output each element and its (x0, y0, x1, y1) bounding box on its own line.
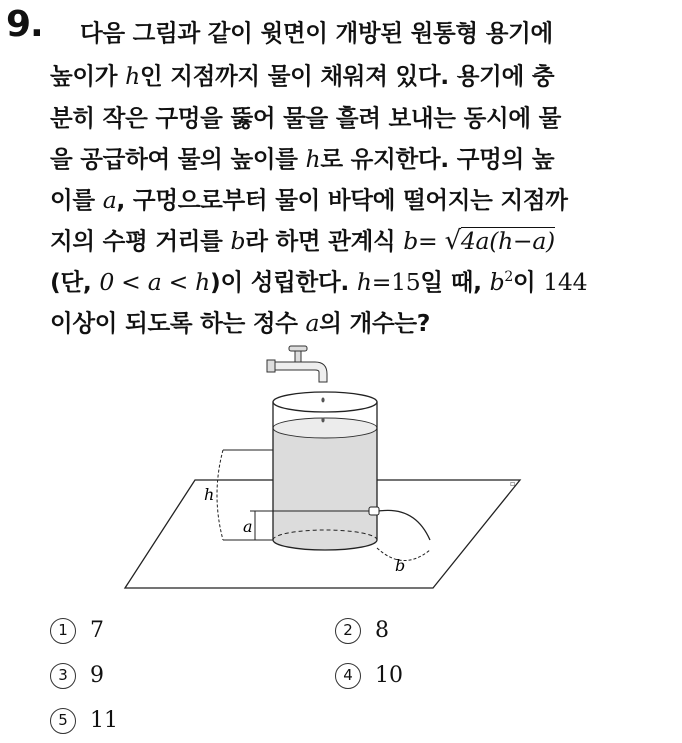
choice-1[interactable] (50, 618, 104, 644)
text: 이 (512, 268, 544, 296)
text: 인 지점까지 물이 채워져 있다. 용기에 충 (139, 62, 555, 90)
question-line-2 (50, 57, 554, 91)
choice-marker: 2 (335, 618, 361, 644)
label-a: a (243, 517, 253, 536)
choice-4[interactable] (335, 663, 403, 689)
choice-text: 8 (375, 618, 389, 643)
cylinder-top-rim (273, 392, 377, 412)
text: 지의 수평 거리를 (50, 227, 231, 255)
text: 높이가 (50, 62, 126, 90)
var-h: h (125, 62, 140, 90)
text: )이 성립한다. (210, 268, 357, 296)
water-fill (273, 428, 377, 550)
ground-mark: ▫ (510, 479, 516, 488)
choice-2[interactable] (335, 618, 389, 644)
formula-b: b (403, 227, 419, 255)
number-144: 144 (543, 268, 588, 296)
h-value: =15 (371, 268, 421, 296)
choice-marker: 3 (50, 663, 76, 689)
radicand: 4a(h−a) (460, 227, 555, 255)
question-line-3: 분히 작은 구멍을 뚫어 물을 흘려 보내는 동시에 물 (50, 104, 562, 132)
var-h: h (305, 145, 321, 173)
question-line-7 (50, 263, 587, 297)
exponent: 2 (504, 269, 513, 286)
text: 이를 (50, 186, 103, 214)
question-line-6 (50, 222, 555, 256)
choice-text: 7 (90, 618, 104, 643)
inequality: 0 < a < h (99, 268, 211, 296)
choice-text: 11 (90, 708, 118, 733)
question-line-5 (50, 181, 568, 215)
var-b: b (489, 268, 505, 296)
sqrt-symbol: √ (444, 226, 461, 256)
text: , 구멍으로부터 물이 바닥에 떨어지는 지점까 (116, 186, 568, 214)
text: 의 개수는? (319, 309, 431, 337)
hole-nozzle (369, 507, 379, 515)
choice-marker: 4 (335, 663, 361, 689)
text: (단, (50, 268, 100, 296)
text: 이상이 되도록 하는 정수 (50, 309, 306, 337)
question-line-1: 다음 그림과 같이 윗면이 개방된 원통형 용기에 (80, 19, 553, 47)
text: 을 공급하여 물의 높이를 (50, 145, 306, 173)
cylinder-diagram (115, 340, 535, 600)
question-line-4 (50, 140, 554, 174)
text: 로 유지한다. 구멍의 높 (320, 145, 555, 173)
text: 라 하면 관계식 (245, 227, 404, 255)
text: 일 때, (420, 268, 490, 296)
choice-marker: 1 (50, 618, 76, 644)
var-a: a (305, 309, 320, 337)
water-surface (273, 418, 377, 438)
choice-text: 9 (90, 663, 104, 688)
formula-eq: = (418, 227, 445, 255)
question-number: 9. (6, 4, 43, 45)
question-line-8 (50, 304, 430, 338)
var-h: h (356, 268, 372, 296)
choice-3[interactable] (50, 663, 104, 689)
choice-5[interactable] (50, 708, 118, 734)
choice-text: 10 (375, 663, 403, 688)
choice-marker: 5 (50, 708, 76, 734)
label-h: h (204, 485, 215, 504)
label-b: b (395, 556, 406, 575)
sqrt-radicand (461, 227, 555, 254)
var-b: b (230, 227, 246, 255)
var-a: a (102, 186, 117, 214)
